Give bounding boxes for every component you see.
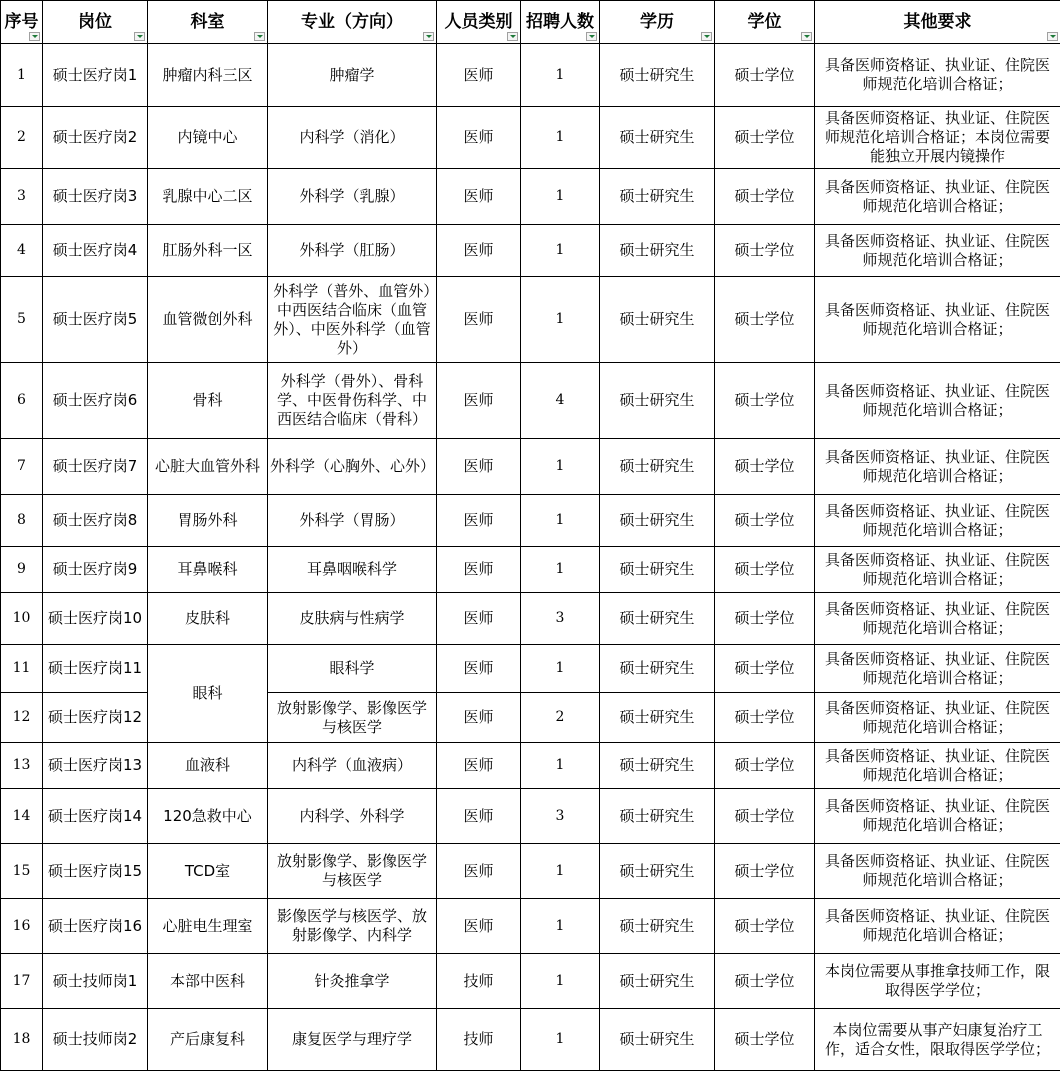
cell-post: 硕士医疗岗9 — [43, 547, 148, 593]
cell-dept: 乳腺中心二区 — [148, 169, 268, 225]
cell-major: 眼科学 — [268, 645, 437, 693]
cell-post: 硕士医疗岗12 — [43, 693, 148, 743]
filter-dropdown-icon[interactable] — [134, 32, 145, 41]
cell-seq: 1 — [1, 44, 43, 107]
filter-dropdown-icon[interactable] — [701, 32, 712, 41]
cell-other: 本岗位需要从事产妇康复治疗工作，适合女性，限取得医学学位； — [815, 1009, 1060, 1071]
cell-count: 1 — [521, 547, 600, 593]
table-row — [1, 844, 1060, 899]
cell-seq: 12 — [1, 693, 43, 743]
cell-dept: 本部中医科 — [148, 954, 268, 1009]
header-label: 岗位 — [78, 12, 112, 32]
cell-other: 具备医师资格证、执业证、住院医师规范化培训合格证； — [815, 693, 1060, 743]
cell-count: 1 — [521, 44, 600, 107]
table-row — [1, 363, 1060, 439]
cell-seq: 11 — [1, 645, 43, 693]
cell-degree: 硕士学位 — [715, 495, 815, 547]
cell-major: 内科学（消化） — [268, 107, 437, 169]
cell-category: 技师 — [437, 1009, 521, 1071]
cell-post: 硕士医疗岗4 — [43, 225, 148, 277]
cell-category: 医师 — [437, 363, 521, 439]
cell-seq: 14 — [1, 789, 43, 844]
table-row — [1, 107, 1060, 169]
cell-seq: 8 — [1, 495, 43, 547]
cell-dept: 肿瘤内科三区 — [148, 44, 268, 107]
table-row — [1, 789, 1060, 844]
cell-education: 硕士研究生 — [600, 44, 715, 107]
cell-seq: 3 — [1, 169, 43, 225]
cell-other: 本岗位需要从事推拿技师工作，限取得医学学位； — [815, 954, 1060, 1009]
cell-education: 硕士研究生 — [600, 1009, 715, 1071]
cell-degree: 硕士学位 — [715, 743, 815, 789]
header-label: 人员类别 — [445, 12, 513, 32]
cell-major: 外科学（肛肠） — [268, 225, 437, 277]
cell-post: 硕士医疗岗3 — [43, 169, 148, 225]
cell-major: 肿瘤学 — [268, 44, 437, 107]
cell-major: 内科学、外科学 — [268, 789, 437, 844]
cell-seq: 10 — [1, 593, 43, 645]
cell-other: 具备医师资格证、执业证、住院医师规范化培训合格证；本岗位需要能独立开展内镜操作 — [815, 107, 1060, 169]
filter-dropdown-icon[interactable] — [1047, 32, 1058, 41]
cell-post: 硕士医疗岗10 — [43, 593, 148, 645]
cell-post: 硕士医疗岗11 — [43, 645, 148, 693]
cell-education: 硕士研究生 — [600, 277, 715, 363]
cell-degree: 硕士学位 — [715, 693, 815, 743]
cell-major: 外科学（胃肠） — [268, 495, 437, 547]
cell-dept: 眼科 — [148, 645, 268, 743]
cell-other: 具备医师资格证、执业证、住院医师规范化培训合格证； — [815, 899, 1060, 954]
cell-post: 硕士医疗岗16 — [43, 899, 148, 954]
cell-other: 具备医师资格证、执业证、住院医师规范化培训合格证； — [815, 789, 1060, 844]
cell-degree: 硕士学位 — [715, 1009, 815, 1071]
cell-education: 硕士研究生 — [600, 693, 715, 743]
cell-other: 具备医师资格证、执业证、住院医师规范化培训合格证； — [815, 363, 1060, 439]
cell-education: 硕士研究生 — [600, 844, 715, 899]
filter-dropdown-icon[interactable] — [586, 32, 597, 41]
cell-degree: 硕士学位 — [715, 439, 815, 495]
table-row — [1, 954, 1060, 1009]
cell-dept: 血液科 — [148, 743, 268, 789]
table-row — [1, 899, 1060, 954]
header-label: 专业（方向） — [301, 12, 403, 32]
cell-count: 1 — [521, 743, 600, 789]
cell-dept: 皮肤科 — [148, 593, 268, 645]
filter-dropdown-icon[interactable] — [801, 32, 812, 41]
cell-count: 1 — [521, 1009, 600, 1071]
cell-education: 硕士研究生 — [600, 547, 715, 593]
cell-education: 硕士研究生 — [600, 439, 715, 495]
cell-category: 医师 — [437, 547, 521, 593]
cell-dept: 120急救中心 — [148, 789, 268, 844]
header-label: 科室 — [191, 12, 225, 32]
cell-category: 医师 — [437, 789, 521, 844]
cell-major: 康复医学与理疗学 — [268, 1009, 437, 1071]
cell-degree: 硕士学位 — [715, 645, 815, 693]
filter-dropdown-icon[interactable] — [29, 32, 40, 41]
cell-post: 硕士医疗岗6 — [43, 363, 148, 439]
header-label: 序号 — [5, 12, 39, 32]
cell-major: 外科学（心胸外、心外） — [268, 439, 437, 495]
cell-count: 1 — [521, 899, 600, 954]
cell-major: 影像医学与核医学、放射影像学、内科学 — [268, 899, 437, 954]
cell-degree: 硕士学位 — [715, 44, 815, 107]
cell-count: 4 — [521, 363, 600, 439]
cell-major: 内科学（血液病） — [268, 743, 437, 789]
cell-post: 硕士医疗岗7 — [43, 439, 148, 495]
cell-dept: 肛肠外科一区 — [148, 225, 268, 277]
cell-seq: 9 — [1, 547, 43, 593]
cell-other: 具备医师资格证、执业证、住院医师规范化培训合格证； — [815, 645, 1060, 693]
cell-degree: 硕士学位 — [715, 363, 815, 439]
table-row — [1, 277, 1060, 363]
cell-post: 硕士医疗岗15 — [43, 844, 148, 899]
cell-post: 硕士医疗岗5 — [43, 277, 148, 363]
cell-count: 1 — [521, 645, 600, 693]
cell-degree: 硕士学位 — [715, 547, 815, 593]
header-category — [437, 1, 521, 44]
table-row — [1, 1009, 1060, 1071]
table-row — [1, 439, 1060, 495]
cell-major: 针灸推拿学 — [268, 954, 437, 1009]
cell-major: 放射影像学、影像医学与核医学 — [268, 844, 437, 899]
cell-degree: 硕士学位 — [715, 954, 815, 1009]
filter-dropdown-icon[interactable] — [254, 32, 265, 41]
cell-seq: 7 — [1, 439, 43, 495]
table-row — [1, 593, 1060, 645]
cell-count: 1 — [521, 225, 600, 277]
cell-count: 2 — [521, 693, 600, 743]
cell-count: 3 — [521, 789, 600, 844]
header-row — [1, 1, 1060, 44]
cell-seq: 15 — [1, 844, 43, 899]
cell-post: 硕士技师岗2 — [43, 1009, 148, 1071]
cell-count: 1 — [521, 954, 600, 1009]
cell-other: 具备医师资格证、执业证、住院医师规范化培训合格证； — [815, 44, 1060, 107]
cell-degree: 硕士学位 — [715, 844, 815, 899]
header-dept — [148, 1, 268, 44]
cell-major: 外科学（乳腺） — [268, 169, 437, 225]
cell-post: 硕士医疗岗1 — [43, 44, 148, 107]
cell-category: 医师 — [437, 743, 521, 789]
cell-post: 硕士医疗岗13 — [43, 743, 148, 789]
cell-other: 具备医师资格证、执业证、住院医师规范化培训合格证； — [815, 743, 1060, 789]
table-row — [1, 225, 1060, 277]
cell-count: 1 — [521, 107, 600, 169]
cell-dept: 胃肠外科 — [148, 495, 268, 547]
cell-category: 医师 — [437, 107, 521, 169]
cell-other: 具备医师资格证、执业证、住院医师规范化培训合格证； — [815, 225, 1060, 277]
cell-category: 医师 — [437, 645, 521, 693]
cell-education: 硕士研究生 — [600, 363, 715, 439]
table-row — [1, 495, 1060, 547]
cell-major: 放射影像学、影像医学与核医学 — [268, 693, 437, 743]
cell-major: 外科学（普外、血管外）中西医结合临床（血管外）、中医外科学（血管外） — [268, 277, 437, 363]
table-row — [1, 169, 1060, 225]
table-row — [1, 44, 1060, 107]
cell-count: 3 — [521, 593, 600, 645]
header-major — [268, 1, 437, 44]
cell-category: 医师 — [437, 225, 521, 277]
cell-education: 硕士研究生 — [600, 169, 715, 225]
cell-education: 硕士研究生 — [600, 225, 715, 277]
cell-other: 具备医师资格证、执业证、住院医师规范化培训合格证； — [815, 547, 1060, 593]
cell-education: 硕士研究生 — [600, 789, 715, 844]
cell-education: 硕士研究生 — [600, 743, 715, 789]
cell-other: 具备医师资格证、执业证、住院医师规范化培训合格证； — [815, 593, 1060, 645]
filter-dropdown-icon[interactable] — [423, 32, 434, 41]
table-row — [1, 645, 1060, 693]
header-label: 学历 — [640, 12, 674, 32]
header-degree — [715, 1, 815, 44]
cell-category: 医师 — [437, 899, 521, 954]
cell-other: 具备医师资格证、执业证、住院医师规范化培训合格证； — [815, 439, 1060, 495]
cell-education: 硕士研究生 — [600, 593, 715, 645]
header-other — [815, 1, 1060, 44]
cell-dept: 产后康复科 — [148, 1009, 268, 1071]
cell-seq: 4 — [1, 225, 43, 277]
cell-degree: 硕士学位 — [715, 107, 815, 169]
cell-category: 医师 — [437, 844, 521, 899]
cell-seq: 13 — [1, 743, 43, 789]
header-label: 其他要求 — [904, 12, 972, 32]
cell-degree: 硕士学位 — [715, 277, 815, 363]
cell-category: 医师 — [437, 44, 521, 107]
cell-seq: 18 — [1, 1009, 43, 1071]
cell-dept: 心脏电生理室 — [148, 899, 268, 954]
cell-count: 1 — [521, 169, 600, 225]
cell-category: 医师 — [437, 593, 521, 645]
cell-seq: 16 — [1, 899, 43, 954]
cell-dept: TCD室 — [148, 844, 268, 899]
cell-post: 硕士医疗岗14 — [43, 789, 148, 844]
header-label: 学位 — [748, 12, 782, 32]
cell-seq: 5 — [1, 277, 43, 363]
cell-seq: 2 — [1, 107, 43, 169]
table-body — [1, 44, 1060, 1071]
header-post — [43, 1, 148, 44]
header-education — [600, 1, 715, 44]
cell-count: 1 — [521, 439, 600, 495]
cell-major: 皮肤病与性病学 — [268, 593, 437, 645]
cell-degree: 硕士学位 — [715, 593, 815, 645]
cell-degree: 硕士学位 — [715, 225, 815, 277]
cell-education: 硕士研究生 — [600, 107, 715, 169]
cell-category: 医师 — [437, 277, 521, 363]
cell-seq: 6 — [1, 363, 43, 439]
header-label: 招聘人数 — [526, 12, 594, 32]
cell-other: 具备医师资格证、执业证、住院医师规范化培训合格证； — [815, 495, 1060, 547]
cell-category: 医师 — [437, 693, 521, 743]
cell-education: 硕士研究生 — [600, 645, 715, 693]
cell-dept: 内镜中心 — [148, 107, 268, 169]
cell-degree: 硕士学位 — [715, 899, 815, 954]
cell-education: 硕士研究生 — [600, 495, 715, 547]
cell-education: 硕士研究生 — [600, 899, 715, 954]
cell-category: 技师 — [437, 954, 521, 1009]
cell-degree: 硕士学位 — [715, 789, 815, 844]
cell-count: 1 — [521, 277, 600, 363]
header-count — [521, 1, 600, 44]
cell-category: 医师 — [437, 169, 521, 225]
cell-category: 医师 — [437, 495, 521, 547]
cell-count: 1 — [521, 495, 600, 547]
cell-dept: 血管微创外科 — [148, 277, 268, 363]
cell-other: 具备医师资格证、执业证、住院医师规范化培训合格证； — [815, 169, 1060, 225]
header-seq — [1, 1, 43, 44]
table-row — [1, 743, 1060, 789]
cell-education: 硕士研究生 — [600, 954, 715, 1009]
cell-post: 硕士技师岗1 — [43, 954, 148, 1009]
cell-degree: 硕士学位 — [715, 169, 815, 225]
cell-major: 耳鼻咽喉科学 — [268, 547, 437, 593]
cell-category: 医师 — [437, 439, 521, 495]
cell-post: 硕士医疗岗2 — [43, 107, 148, 169]
cell-major: 外科学（骨外）、骨科学、中医骨伤科学、中西医结合临床（骨科） — [268, 363, 437, 439]
cell-count: 1 — [521, 844, 600, 899]
cell-other: 具备医师资格证、执业证、住院医师规范化培训合格证； — [815, 277, 1060, 363]
cell-dept: 骨科 — [148, 363, 268, 439]
cell-seq: 17 — [1, 954, 43, 1009]
cell-dept: 耳鼻喉科 — [148, 547, 268, 593]
cell-other: 具备医师资格证、执业证、住院医师规范化培训合格证； — [815, 844, 1060, 899]
table-row — [1, 547, 1060, 593]
cell-post: 硕士医疗岗8 — [43, 495, 148, 547]
cell-dept: 心脏大血管外科 — [148, 439, 268, 495]
filter-dropdown-icon[interactable] — [507, 32, 518, 41]
